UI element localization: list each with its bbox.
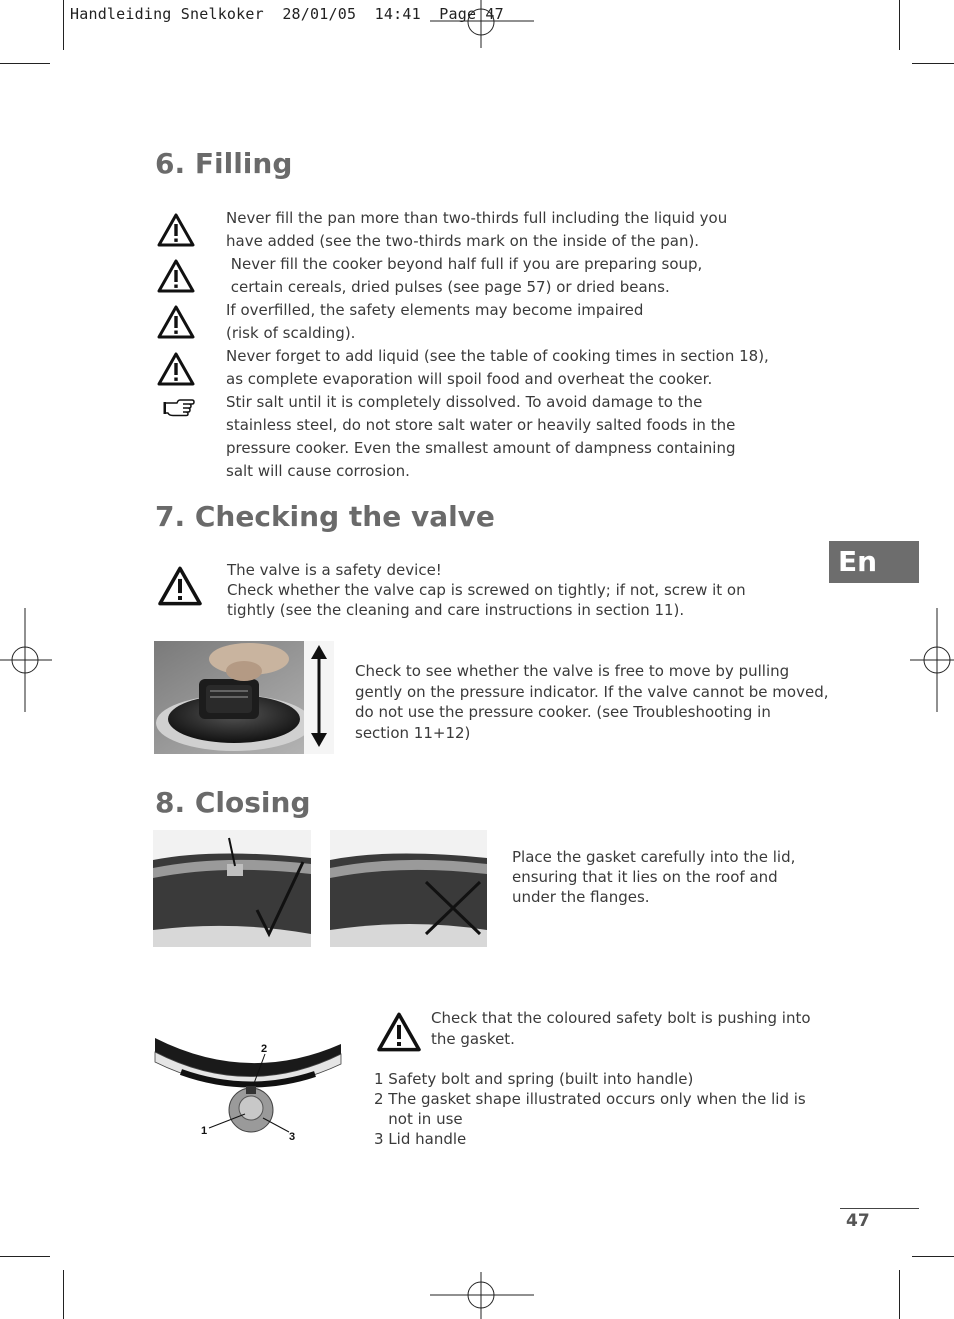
valve-warning-text xyxy=(227,560,746,620)
crop-mark xyxy=(899,1270,900,1319)
legend-line: not in use xyxy=(374,1110,463,1128)
valve-warning-line: The valve is a safety device! xyxy=(227,561,442,579)
registration-mark-right xyxy=(910,608,954,712)
legend-line: 1 Safety bolt and spring (built into handle) xyxy=(374,1070,694,1088)
page-number-rule xyxy=(840,1208,919,1209)
bolt-warning-text xyxy=(431,1008,811,1050)
warning-triangle-icon xyxy=(157,213,195,247)
crop-mark xyxy=(912,63,954,64)
crop-mark xyxy=(63,0,64,50)
crop-mark xyxy=(63,1270,64,1319)
filling-line: If overfilled, the safety elements may become impaired xyxy=(226,301,644,319)
filling-line: salt will cause corrosion. xyxy=(226,462,410,480)
filling-line: Never forget to add liquid (see the table of cooking times in section 18), xyxy=(226,347,769,365)
filling-line: pressure cooker. Even the smallest amount of dampness containing xyxy=(226,439,736,457)
bolt-warning-line: Check that the coloured safety bolt is pushing into xyxy=(431,1009,811,1027)
diagram-label-3: 3 xyxy=(289,1131,296,1143)
registration-mark-top xyxy=(430,0,534,50)
gasket-text xyxy=(512,847,795,907)
warning-triangle-icon xyxy=(157,259,195,293)
legend-line: 3 Lid handle xyxy=(374,1130,467,1148)
filling-line: Stir salt until it is completely dissolved. To avoid damage to the xyxy=(226,393,703,411)
warning-triangle-icon xyxy=(157,352,195,386)
print-header-time: 14:41 xyxy=(374,5,421,23)
filling-line: stainless steel, do not store salt water or heavily salted foods in the xyxy=(226,416,736,434)
pointing-hand-icon xyxy=(163,397,195,417)
crop-mark xyxy=(0,1256,50,1257)
filling-text-block xyxy=(226,207,769,483)
language-tab: En xyxy=(829,541,919,583)
legend-text xyxy=(374,1069,806,1149)
warning-triangle-icon xyxy=(157,566,203,606)
filling-line: certain cereals, dried pulses (see page 57) or dried beans. xyxy=(226,278,670,296)
filling-line: Never fill the cooker beyond half full if you are preparing soup, xyxy=(226,255,703,273)
print-header-date: 28/01/05 xyxy=(282,5,357,23)
valve-warning-line: tightly (see the cleaning and care instructions in section 11). xyxy=(227,601,685,619)
bolt-warning-line: the gasket. xyxy=(431,1030,515,1048)
section-title-valve: 7. Checking the valve xyxy=(155,500,495,533)
valve-check-line: gently on the pressure indicator. If the valve cannot be moved, xyxy=(355,682,829,701)
crop-mark xyxy=(912,1256,954,1257)
valve-warning-line: Check whether the valve cap is screwed on tightly; if not, screw it on xyxy=(227,581,746,599)
valve-photo xyxy=(154,641,334,754)
crop-mark xyxy=(0,63,50,64)
page-number: 47 xyxy=(846,1211,870,1231)
gasket-incorrect-photo xyxy=(330,830,487,947)
gasket-correct-photo xyxy=(153,830,311,947)
print-header-page: Page 47 xyxy=(439,5,504,23)
gasket-line: Place the gasket carefully into the lid, xyxy=(512,848,796,866)
gasket-line: under the flanges. xyxy=(512,888,650,906)
safety-bolt-diagram xyxy=(153,1030,343,1145)
diagram-label-1: 1 xyxy=(201,1125,208,1137)
filling-line: (risk of scalding). xyxy=(226,324,356,342)
diagram-label-2: 2 xyxy=(261,1043,268,1055)
section-title-closing: 8. Closing xyxy=(155,786,311,819)
registration-mark-bottom xyxy=(430,1270,534,1319)
filling-line: have added (see the two-thirds mark on the inside of the pan). xyxy=(226,232,700,250)
warning-triangle-icon xyxy=(157,305,195,339)
filling-line: as complete evaporation will spoil food and overheat the cooker. xyxy=(226,370,713,388)
valve-check-line: section 11+12) xyxy=(355,723,471,742)
section-title-filling: 6. Filling xyxy=(155,147,293,180)
warning-triangle-icon xyxy=(376,1012,422,1052)
valve-check-text xyxy=(355,661,828,743)
print-header-file: Handleiding Snelkoker xyxy=(70,5,264,23)
filling-line: Never fill the pan more than two-thirds full including the liquid you xyxy=(226,209,728,227)
legend-line: 2 The gasket shape illustrated occurs only when the lid is xyxy=(374,1090,806,1108)
valve-check-line: Check to see whether the valve is free to move by pulling xyxy=(355,662,790,680)
valve-check-line: do not use the pressure cooker. (see Troubleshooting in xyxy=(355,703,771,721)
crop-mark xyxy=(899,0,900,50)
registration-mark-left xyxy=(0,608,52,712)
gasket-line: ensuring that it lies on the roof and xyxy=(512,868,778,886)
